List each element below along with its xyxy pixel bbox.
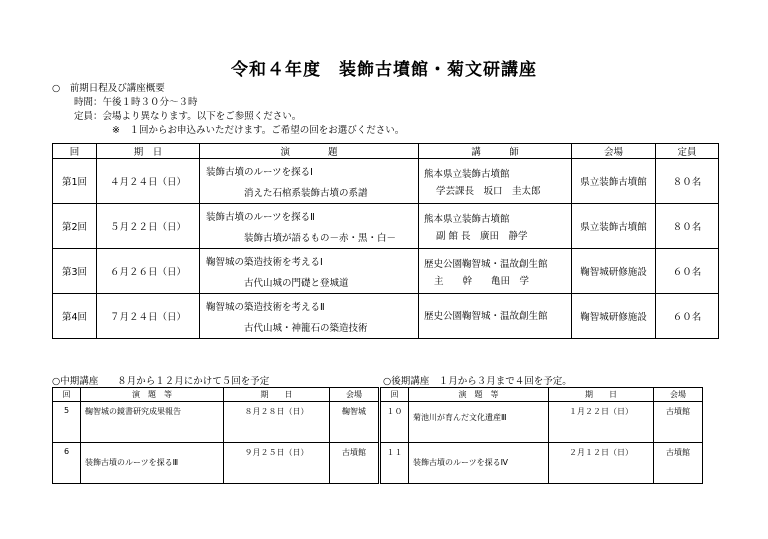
session-topic: 装飾古墳のルーツを探るⅠ — [206, 166, 313, 178]
session-topic-cell — [200, 159, 419, 204]
lecturer-org: 歴史公園鞠智城・温故創生館 — [424, 310, 548, 322]
session-capacity: ６０名 — [656, 294, 719, 339]
lecturer-cell — [419, 159, 572, 204]
session-capacity: ６０名 — [656, 249, 719, 294]
session-topic: 装飾古墳のルーツを探るⅢ — [85, 458, 179, 467]
mid-term-heading: ○中期講座 ８月から１２月にかけて５回を予定 — [52, 376, 270, 387]
col-header: 会場 — [330, 388, 379, 402]
session-number: 第1回 — [53, 159, 97, 204]
lecturer-name: 主 幹 亀田 学 — [434, 275, 530, 287]
table-row — [53, 294, 719, 339]
col-header: 期 日 — [549, 388, 654, 402]
session-date: ６月２６日（日） — [97, 249, 200, 294]
session-topic-cell — [200, 204, 419, 249]
page-title: 令和４年度 装飾古墳館・菊文研講座 — [231, 60, 537, 80]
session-venue: 県立装飾古墳館 — [572, 204, 656, 249]
lecturer-name: 学芸課長 坂口 圭太郎 — [436, 185, 541, 197]
table-header-row — [53, 144, 719, 159]
col-header: 期 日 — [224, 388, 330, 402]
lecturer-cell — [419, 204, 572, 249]
lecturer-org: 熊本県立装飾古墳館 — [424, 213, 510, 225]
session-number: １０ — [381, 402, 409, 443]
col-header: 回 — [381, 388, 409, 402]
session-capacity: ８０名 — [656, 159, 719, 204]
session-number: 第2回 — [53, 204, 97, 249]
session-number: １１ — [381, 443, 409, 484]
session-topic-cell — [200, 249, 419, 294]
session-topic: 菊池川が育んだ文化遺産Ⅲ — [413, 413, 507, 422]
early-schedule-table — [52, 143, 719, 339]
session-topic-cell — [81, 443, 224, 484]
table-header-row — [381, 388, 703, 402]
session-date: ９月２５日（日） — [224, 443, 330, 484]
col-header: 会場 — [572, 144, 656, 159]
late-term-table — [380, 387, 703, 484]
lecturer-name: 副 館 長 廣田 静学 — [436, 230, 528, 242]
session-venue: 古墳館 — [330, 443, 379, 484]
session-date: ７月２４日（日） — [97, 294, 200, 339]
lecturer-org: 熊本県立装飾古墳館 — [424, 168, 510, 180]
session-topic-cell — [409, 443, 549, 484]
col-header: 会場 — [654, 388, 703, 402]
table-row — [381, 443, 703, 484]
col-header: 定員 — [656, 144, 719, 159]
session-number: 5 — [53, 402, 81, 443]
lecturer-org: 歴史公園鞠智城・温故創生館 — [424, 258, 548, 270]
session-topic: 装飾古墳のルーツを探るⅡ — [206, 211, 315, 223]
col-header: 演 題 — [200, 144, 419, 159]
session-topic-cell — [409, 402, 549, 443]
session-topic: 鞠智城の築造技術を考えるⅡ — [206, 301, 325, 313]
table-header-row — [53, 388, 379, 402]
session-topic-cell — [200, 294, 419, 339]
mid-term-table — [52, 387, 379, 484]
session-number: 第4回 — [53, 294, 97, 339]
session-venue: 鞠智城研修施設 — [572, 249, 656, 294]
session-subtopic: 古代山城の門礎と登城道 — [244, 277, 349, 289]
table-row — [53, 159, 719, 204]
session-subtopic: 消えた石棺系装飾古墳の系譜 — [244, 187, 368, 199]
session-topic: 鞠智城の築造技術を考えるⅠ — [206, 256, 323, 268]
col-header: 回 — [53, 388, 81, 402]
session-subtopic: 古代山城・神籠石の築造技術 — [244, 322, 368, 334]
intro-block — [52, 82, 404, 138]
intro-capacity: 定員：会場より異なります。以下をご参照ください。 — [74, 111, 302, 122]
session-subtopic: 装飾古墳が語るもの－赤・黒・白－ — [244, 232, 397, 244]
session-number: 6 — [53, 443, 81, 484]
intro-note: ※ １回からお申込みいただけます。ご希望の回をお選びください。 — [112, 125, 405, 136]
col-header: 期 日 — [97, 144, 200, 159]
table-row — [53, 249, 719, 294]
session-date: １月２２日（日） — [549, 402, 654, 443]
lecturer-cell — [419, 294, 572, 339]
table-row — [53, 204, 719, 249]
col-header: 講 師 — [419, 144, 572, 159]
session-venue: 県立装飾古墳館 — [572, 159, 656, 204]
session-topic: 鞠智城の鏡書研究成果報告 — [81, 402, 224, 443]
session-venue: 鞠智城研修施設 — [572, 294, 656, 339]
table-row — [381, 402, 703, 443]
col-header: 演 題 等 — [81, 388, 224, 402]
lecturer-cell — [419, 249, 572, 294]
session-date: ４月２４日（日） — [97, 159, 200, 204]
session-venue: 鞠智城 — [330, 402, 379, 443]
col-header: 演 題 等 — [409, 388, 549, 402]
session-date: ２月１２日（日） — [549, 443, 654, 484]
session-capacity: ８０名 — [656, 204, 719, 249]
intro-heading: ○ 前期日程及び講座概要 — [52, 83, 165, 94]
col-header: 回 — [53, 144, 97, 159]
session-venue: 古墳館 — [654, 443, 703, 484]
session-number: 第3回 — [53, 249, 97, 294]
session-date: ５月２２日（日） — [97, 204, 200, 249]
session-topic: 装飾古墳のルーツを探るⅣ — [413, 458, 509, 467]
intro-time: 時間：午後１時３０分～３時 — [74, 97, 198, 108]
late-term-heading: ○後期講座 １月から３月まで４回を予定。 — [383, 376, 572, 387]
table-row — [53, 402, 379, 443]
table-row — [53, 443, 379, 484]
session-date: ８月２８日（日） — [224, 402, 330, 443]
session-venue: 古墳館 — [654, 402, 703, 443]
